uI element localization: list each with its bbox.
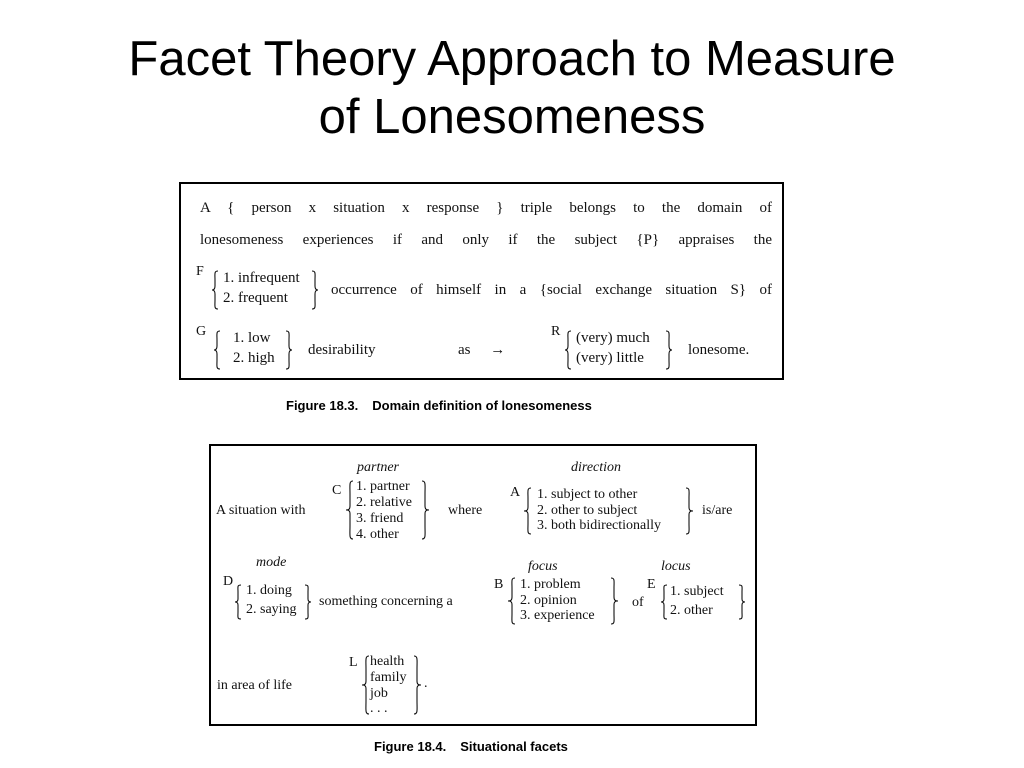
of-text: of [632,595,644,610]
facet-c-right-brace [421,480,430,540]
is-are-text: is/are [702,503,733,518]
facet-g-item-2: 2. high [233,350,275,366]
facet-l-right-brace [413,655,422,715]
facet-c-left-brace [345,480,354,540]
facet-b-item-2: 2. opinion [520,593,577,608]
facet-g-left-brace [213,330,221,370]
facet-c-item-1: 1. partner [356,479,410,494]
facet-c-item-3: 3. friend [356,511,404,526]
a-situation-with-text: A situation with [216,503,306,518]
situational-facets-figure [209,444,757,726]
heading-mode: mode [256,555,287,570]
where-text: where [448,503,483,518]
facet-d-item-2: 2. saying [246,602,297,617]
figure-18-4-number: Figure 18.4. [374,739,447,754]
facet-r-left-brace [564,330,572,370]
definition-line-2: lonesomeness experiences if and only if the subject {P} appraises the [200,232,772,248]
lonesome-text: lonesome. [688,342,750,358]
facet-f-item-1: 1. infrequent [223,270,300,286]
facet-g-item-1: 1. low [233,330,271,346]
facet-a-item-3: 3. both bidirectionally [537,518,662,533]
facet-c-item-4: 4. other [356,527,399,542]
facet-f-item-2: 2. frequent [223,290,288,306]
facet-d-right-brace [304,584,312,620]
heading-focus: focus [528,559,558,574]
facet-f-right-brace [311,270,319,310]
facet-l-item-3: job [370,686,388,701]
facet-a-item-1: 1. subject to other [537,487,638,502]
something-concerning-text: something concerning a [319,594,453,609]
facet-l-item-4: . . . [370,701,388,716]
facet-c-item-2: 2. relative [356,495,412,510]
slide-title-line-1: Facet Theory Approach to Measure [128,32,896,86]
figure-18-3-caption [286,398,592,413]
domain-definition-figure [179,182,784,380]
facet-g-label: G [196,324,207,339]
facet-a-right-brace [685,487,694,535]
facet-l-item-1: health [370,654,405,669]
facet-b-item-3: 3. experience [520,608,595,623]
facet-e-item-2: 2. other [670,603,713,618]
facet-d-left-brace [234,584,242,620]
facet-b-left-brace [507,577,516,625]
facet-f-label: F [196,264,204,279]
definition-line-3: occurrence of himself in a {social exchange situation S} of [331,282,772,298]
desirability-text: desirability [308,342,376,358]
facet-r-right-brace [665,330,673,370]
facet-d-item-1: 1. doing [246,583,292,598]
slide-title [0,30,1024,146]
facet-b-right-brace [610,577,619,625]
facet-a-item-2: 2. other to subject [537,503,638,518]
heading-partner: partner [357,460,399,475]
slide-title-line-2: of Lonesomeness [318,90,706,144]
facet-l-label: L [349,655,358,670]
heading-direction: direction [571,460,622,475]
figure-18-3-text: Domain definition of lonesomeness [372,398,592,413]
figure-18-4-caption [374,739,568,754]
facet-l-left-brace [361,655,370,715]
definition-line-1: A { person x situation x response } triple belongs to the domain of [200,200,772,216]
facet-d-label: D [223,574,234,589]
facet-b-item-1: 1. problem [520,577,581,592]
facet-c-label: C [332,483,342,498]
facet-r-item-1: (very) much [576,330,650,346]
facet-g-right-brace [285,330,293,370]
facet-r-item-2: (very) little [576,350,644,366]
facet-r-label: R [551,324,561,339]
figure-18-4-text: Situational facets [460,739,568,754]
final-period: . [424,676,428,691]
heading-locus: locus [661,559,691,574]
facet-e-item-1: 1. subject [670,584,724,599]
facet-a-label: A [510,485,521,500]
facet-e-right-brace [738,584,746,620]
as-arrow-text: as → [458,342,506,358]
facet-e-label: E [647,577,656,592]
facet-b-label: B [494,577,504,592]
figure-18-3-number: Figure 18.3. [286,398,359,413]
facet-l-item-2: family [370,670,407,685]
facet-a-left-brace [523,487,532,535]
facet-f-left-brace [211,270,219,310]
in-area-of-life-text: in area of life [217,678,293,693]
facet-e-left-brace [660,584,668,620]
